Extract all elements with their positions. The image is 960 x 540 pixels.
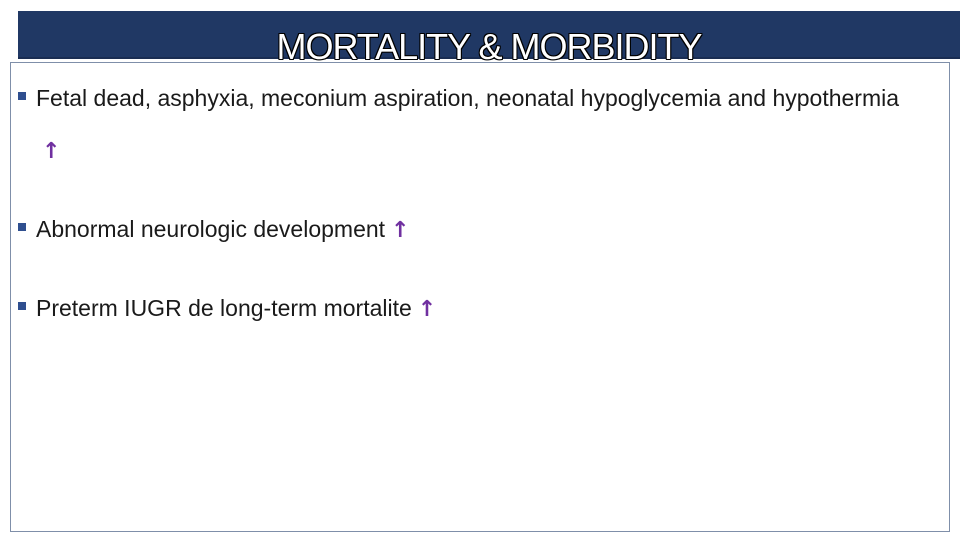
bullet-text: Abnormal neurologic development <box>36 216 386 242</box>
title-bar <box>18 11 960 67</box>
square-bullet-icon <box>18 92 26 100</box>
slide-title: MORTALITY & MORBIDITY <box>276 26 702 67</box>
list-item <box>18 72 918 178</box>
list-item <box>18 282 918 336</box>
bullet-text: Preterm IUGR de long-term mortalite <box>36 295 412 321</box>
up-arrow-icon: ↑ <box>42 139 61 164</box>
square-bullet-icon <box>18 223 26 231</box>
square-bullet-icon <box>18 302 26 310</box>
list-item <box>18 203 918 257</box>
bullet-text: Fetal dead, asphyxia, meconium aspiration, neonatal hypoglycemia and hypothermia <box>36 85 900 111</box>
up-arrow-icon: ↑ <box>391 218 410 243</box>
up-arrow-icon: ↑ <box>417 297 437 322</box>
bullet-list <box>18 82 918 361</box>
